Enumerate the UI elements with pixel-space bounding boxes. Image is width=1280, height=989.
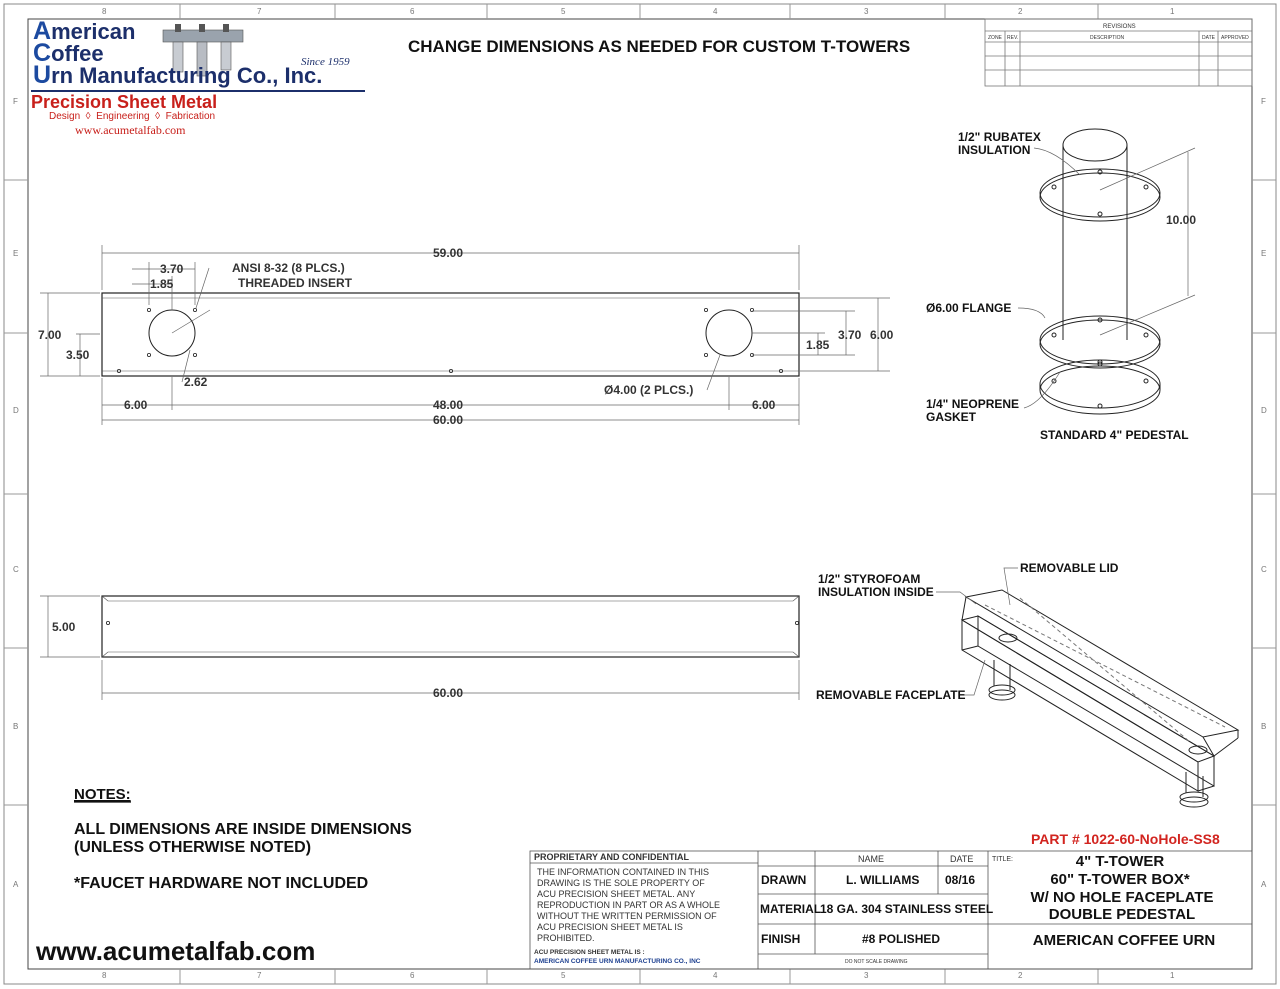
flange-label: Ø6.00 FLANGE xyxy=(926,301,1012,315)
proprietary-line-7: PROHIBITED. xyxy=(537,933,595,943)
title-line-1: 4" T-TOWER xyxy=(1075,853,1165,870)
gasket-label-line2: GASKET xyxy=(926,410,977,424)
notes-line1: ALL DIMENSIONS ARE INSIDE DIMENSIONS xyxy=(74,821,412,838)
tower-box-iso-view xyxy=(936,568,1238,807)
zone-row-e-right: E xyxy=(1261,249,1267,258)
revisions-header-zone: ZONE xyxy=(988,35,1002,41)
logo-url: www.acumetalfab.com xyxy=(75,123,186,137)
rubatex-label-line1: 1/2" RUBATEX xyxy=(958,130,1041,144)
styrofoam-label-line1: 1/2" STYROFOAM xyxy=(818,572,921,586)
gasket-label-line1: 1/4" NEOPRENE xyxy=(926,397,1020,411)
date-header: DATE xyxy=(950,854,974,864)
insert-note-line2: THREADED INSERT xyxy=(238,276,353,290)
zone-col-1-bottom: 1 xyxy=(1170,971,1175,980)
company-name: AMERICAN COFFEE URN xyxy=(1032,932,1216,949)
finish-label: FINISH xyxy=(761,932,801,946)
proprietary-line-4: REPRODUCTION IN PART OR AS A WHOLE xyxy=(537,900,721,910)
front-view-box xyxy=(102,293,799,376)
scale-note: DO NOT SCALE DRAWING xyxy=(845,959,908,965)
zone-row-f-left: F xyxy=(13,97,18,106)
dim-left-600: 6.00 xyxy=(124,398,148,412)
revisions-header-approved: APPROVED xyxy=(1221,35,1249,41)
notes-heading: NOTES: xyxy=(74,786,131,803)
dim-right-370: 3.70 xyxy=(838,328,862,342)
material-label: MATERIAL xyxy=(760,902,822,916)
dim-half-350: 3.50 xyxy=(66,348,90,362)
footer-url: www.acumetalfab.com xyxy=(36,936,316,966)
zone-row-b-right: B xyxy=(1261,722,1267,731)
zone-row-f-right: F xyxy=(1261,97,1266,106)
dim-height-700: 7.00 xyxy=(38,328,62,342)
zone-col-6-top: 6 xyxy=(410,7,415,16)
proprietary-line-2: DRAWING IS THE SOLE PROPERTY OF xyxy=(537,878,705,888)
material-value: 18 GA. 304 STAINLESS STEEL xyxy=(820,902,994,916)
proprietary-line-5: WITHOUT THE WRITTEN PERMISSION OF xyxy=(537,911,717,921)
drawn-name: L. WILLIAMS xyxy=(846,873,920,887)
owner-line1: ACU PRECISION SHEET METAL IS : xyxy=(534,949,645,956)
revisions-header-description: DESCRIPTION xyxy=(1090,35,1125,41)
part-number: PART # 1022-60-NoHole-SS8 xyxy=(1031,831,1220,847)
proprietary-line-6: ACU PRECISION SHEET METAL IS xyxy=(537,922,683,932)
notes-line2: (UNLESS OTHERWISE NOTED) xyxy=(74,839,312,856)
logo-line1: American xyxy=(33,17,136,45)
zone-col-8-top: 8 xyxy=(102,7,107,16)
zone-row-d-right: D xyxy=(1261,406,1267,415)
zone-row-a-right: A xyxy=(1261,880,1267,889)
dim-diag-262: 2.62 xyxy=(184,375,208,389)
logo-tagline: Precision Sheet Metal xyxy=(31,92,218,112)
dim-right-600: 6.00 xyxy=(870,328,894,342)
dim-pedestal-height-1000: 10.00 xyxy=(1166,213,1197,227)
company-logo xyxy=(31,17,371,140)
revisions-header-rev: REV. xyxy=(1007,35,1019,41)
zone-col-6-bottom: 6 xyxy=(410,971,415,980)
rubatex-label-line2: INSULATION xyxy=(958,143,1031,157)
zone-col-4-bottom: 4 xyxy=(713,971,718,980)
threaded-inserts xyxy=(117,308,782,372)
proprietary-line-3: ACU PRECISION SHEET METAL. ANY xyxy=(537,889,696,899)
logo-line3: Urn Manufacturing Co., Inc. xyxy=(33,61,323,89)
zone-col-5-top: 5 xyxy=(561,7,566,16)
insert-note-line1: ANSI 8-32 (8 PLCS.) xyxy=(232,261,345,275)
hole-callout: Ø4.00 (2 PLCS.) xyxy=(604,383,694,397)
pedestal-iso-view xyxy=(1018,129,1195,414)
zone-row-d-left: D xyxy=(13,406,19,415)
front-hole-right xyxy=(706,310,752,356)
dim-total-6000: 60.00 xyxy=(433,413,464,427)
zone-row-e-left: E xyxy=(13,249,19,258)
zone-col-8-bottom: 8 xyxy=(102,971,107,980)
bottom-view xyxy=(40,596,799,700)
zone-col-7-top: 7 xyxy=(257,7,262,16)
dim-bottom-length-6000: 60.00 xyxy=(433,686,464,700)
zone-row-a-left: A xyxy=(13,880,19,889)
drawn-date: 08/16 xyxy=(945,873,976,887)
zone-col-2-top: 2 xyxy=(1018,7,1023,16)
zone-col-5-bottom: 5 xyxy=(561,971,566,980)
proprietary-line-1: THE INFORMATION CONTAINED IN THIS xyxy=(537,867,710,877)
removable-lid-label: REMOVABLE LID xyxy=(1020,561,1119,575)
dim-bottom-height-500: 5.00 xyxy=(52,620,76,634)
removable-faceplate-label: REMOVABLE FACEPLATE xyxy=(816,688,966,702)
revisions-title: REVISIONS xyxy=(1103,24,1136,30)
title-line-4: DOUBLE PEDESTAL xyxy=(1048,906,1196,923)
zone-col-3-top: 3 xyxy=(864,7,869,16)
finish-value: #8 POLISHED xyxy=(862,932,941,946)
name-header: NAME xyxy=(858,854,885,864)
zone-col-1-top: 1 xyxy=(1170,7,1175,16)
zone-row-c-left: C xyxy=(13,565,19,574)
pedestal-caption: STANDARD 4" PEDESTAL xyxy=(1040,428,1189,442)
dim-right-185: 1.85 xyxy=(806,338,830,352)
dim-center-4800: 48.00 xyxy=(433,398,464,412)
zone-row-c-right: C xyxy=(1261,565,1267,574)
zone-row-b-left: B xyxy=(13,722,19,731)
owner-line2: AMERICAN COFFEE URN MANUFACTURING CO., INC xyxy=(534,958,701,965)
logo-line2: Coffee xyxy=(33,39,104,67)
dim-hole-offset-370: 3.70 xyxy=(160,262,184,276)
logo-services: Design ◊ Engineering ◊ Fabrication xyxy=(49,111,216,122)
drawn-label: DRAWN xyxy=(761,873,807,887)
notes-line3: *FAUCET HARDWARE NOT INCLUDED xyxy=(74,875,369,892)
revisions-header-date: DATE xyxy=(1202,35,1215,41)
dim-overall-59: 59.00 xyxy=(433,246,464,260)
dim-right-edge-600: 6.00 xyxy=(752,398,776,412)
zone-col-3-bottom: 3 xyxy=(864,971,869,980)
dim-hole-offset-185: 1.85 xyxy=(150,277,174,291)
logo-since: Since 1959 xyxy=(301,56,350,68)
proprietary-heading: PROPRIETARY AND CONFIDENTIAL xyxy=(534,852,690,862)
zone-col-7-bottom: 7 xyxy=(257,971,262,980)
instruction-heading: CHANGE DIMENSIONS AS NEEDED FOR CUSTOM T-TOWERS xyxy=(408,37,911,56)
title-line-3: W/ NO HOLE FACEPLATE xyxy=(1030,889,1214,906)
zone-col-2-bottom: 2 xyxy=(1018,971,1023,980)
styrofoam-label-line2: INSULATION INSIDE xyxy=(818,585,934,599)
title-label: TITLE: xyxy=(992,856,1014,863)
title-line-2: 60" T-TOWER BOX* xyxy=(1050,871,1190,888)
zone-col-4-top: 4 xyxy=(713,7,718,16)
